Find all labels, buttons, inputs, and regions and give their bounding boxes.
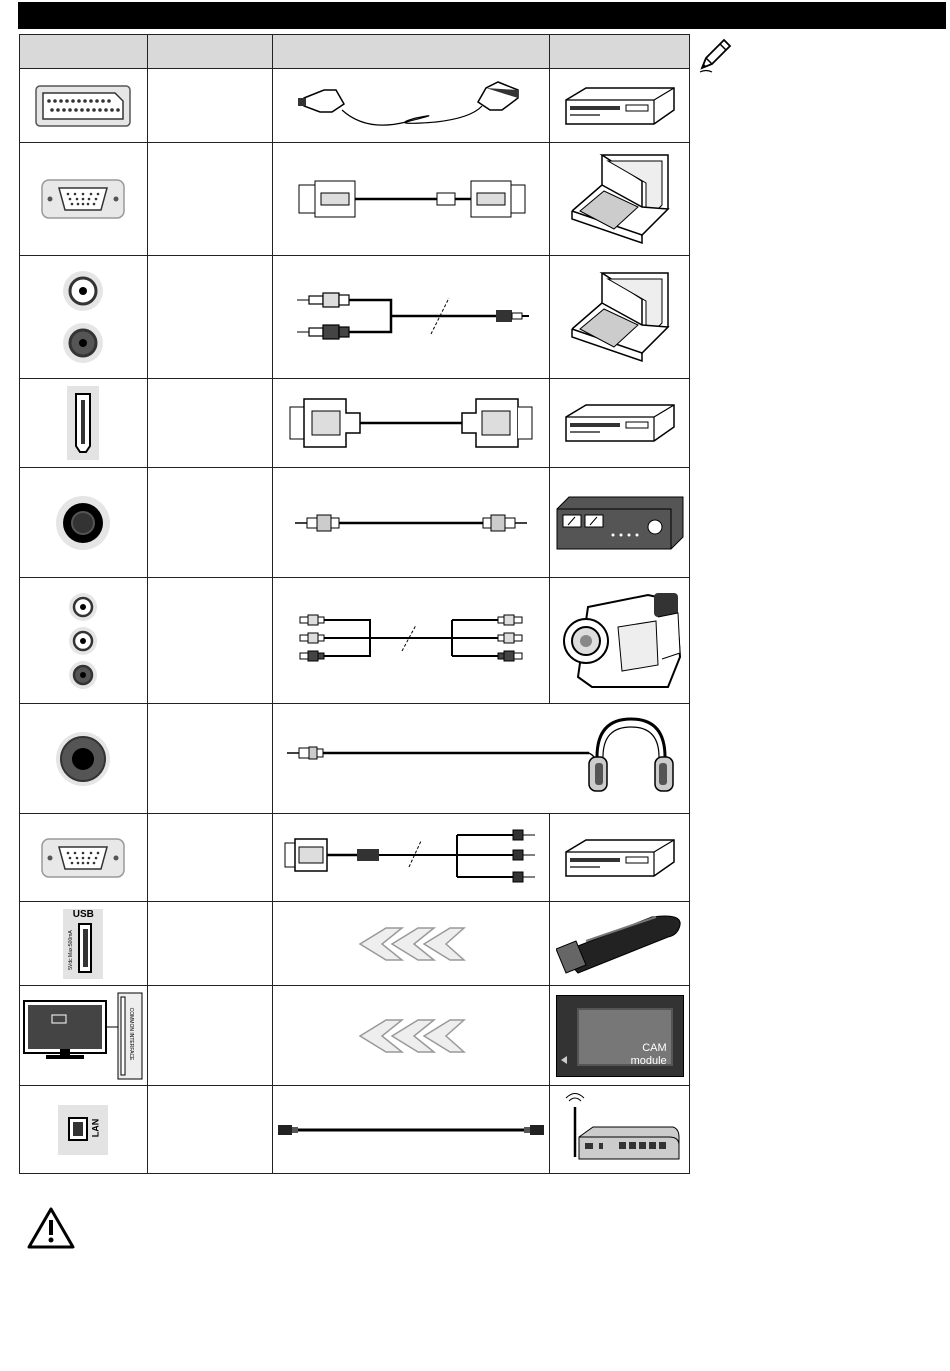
scart-type-cell — [147, 69, 273, 143]
lan-port-label: LAN — [90, 1118, 101, 1137]
table-row — [20, 814, 690, 902]
laptop-icon — [550, 256, 690, 379]
ypbpr-cable-icon — [273, 814, 550, 902]
hdmi-cable-icon — [273, 379, 550, 468]
laptop-icon — [550, 143, 690, 256]
side-av-cable-icon — [273, 578, 550, 704]
lan-port-icon — [20, 1086, 148, 1174]
header-type — [147, 35, 273, 69]
pencil-note-icon — [696, 36, 734, 74]
table-row — [20, 468, 690, 578]
dvd-player-icon — [550, 814, 690, 902]
table-row — [20, 578, 690, 704]
table-row — [20, 69, 690, 143]
usb-port-label: USB — [72, 908, 94, 920]
pc-audio-port-icon — [20, 256, 148, 379]
table-row — [20, 1086, 690, 1174]
side-av-port-icon — [20, 578, 148, 704]
header-connector — [20, 35, 148, 69]
connections-table — [19, 34, 690, 1174]
spdif-cable-icon — [273, 468, 550, 578]
usb-chevrons-icon — [273, 902, 550, 986]
spdif-port-icon — [20, 468, 148, 578]
ypbpr-port-icon — [20, 814, 148, 902]
warning-triangle-icon — [26, 1206, 76, 1250]
usb-type-cell — [147, 902, 273, 986]
usb-stick-icon — [550, 902, 690, 986]
table-row — [20, 902, 690, 986]
side-av-type-cell — [147, 578, 273, 704]
scart-cable-icon — [273, 69, 550, 143]
usb-port-icon — [20, 902, 148, 986]
headphone-type-cell — [147, 704, 273, 814]
title-bar — [18, 2, 946, 29]
usb-power-label: 5Vdc Max:500mA — [68, 929, 75, 970]
table-header-row — [20, 35, 690, 69]
router-icon — [550, 1086, 690, 1174]
table-row — [20, 986, 690, 1086]
pc-audio-cable-icon — [273, 256, 550, 379]
header-device — [550, 35, 690, 69]
table-row — [20, 379, 690, 468]
ci-chevrons-icon — [273, 986, 550, 1086]
headphone-cable-icon — [273, 704, 690, 814]
hdmi-type-cell — [147, 379, 273, 468]
amplifier-icon — [550, 468, 690, 578]
dvd-recorder-icon — [550, 69, 690, 143]
ypbpr-type-cell — [147, 814, 273, 902]
cam-module-label-line2: module — [630, 1054, 667, 1067]
cam-module-label-line1: CAM — [642, 1041, 667, 1054]
spdif-type-cell — [147, 468, 273, 578]
pc-audio-type-cell — [147, 256, 273, 379]
lan-type-cell — [147, 1086, 273, 1174]
camcorder-icon — [550, 578, 690, 704]
table-row — [20, 704, 690, 814]
vga-type-cell — [147, 143, 273, 256]
header-cables — [273, 35, 550, 69]
vga-port-icon — [20, 143, 148, 256]
table-row — [20, 143, 690, 256]
headphone-port-icon — [20, 704, 148, 814]
scart-port-icon — [20, 69, 148, 143]
ci-slot-label: COMMON INTERFACE — [128, 1007, 135, 1060]
dvd-player-icon — [550, 379, 690, 468]
lan-cable-icon — [273, 1086, 550, 1174]
ci-type-cell — [147, 986, 273, 1086]
vga-cable-icon — [273, 143, 550, 256]
hdmi-port-icon — [20, 379, 148, 468]
cam-module-icon — [550, 986, 690, 1086]
table-row — [20, 256, 690, 379]
ci-port-icon — [20, 986, 148, 1086]
